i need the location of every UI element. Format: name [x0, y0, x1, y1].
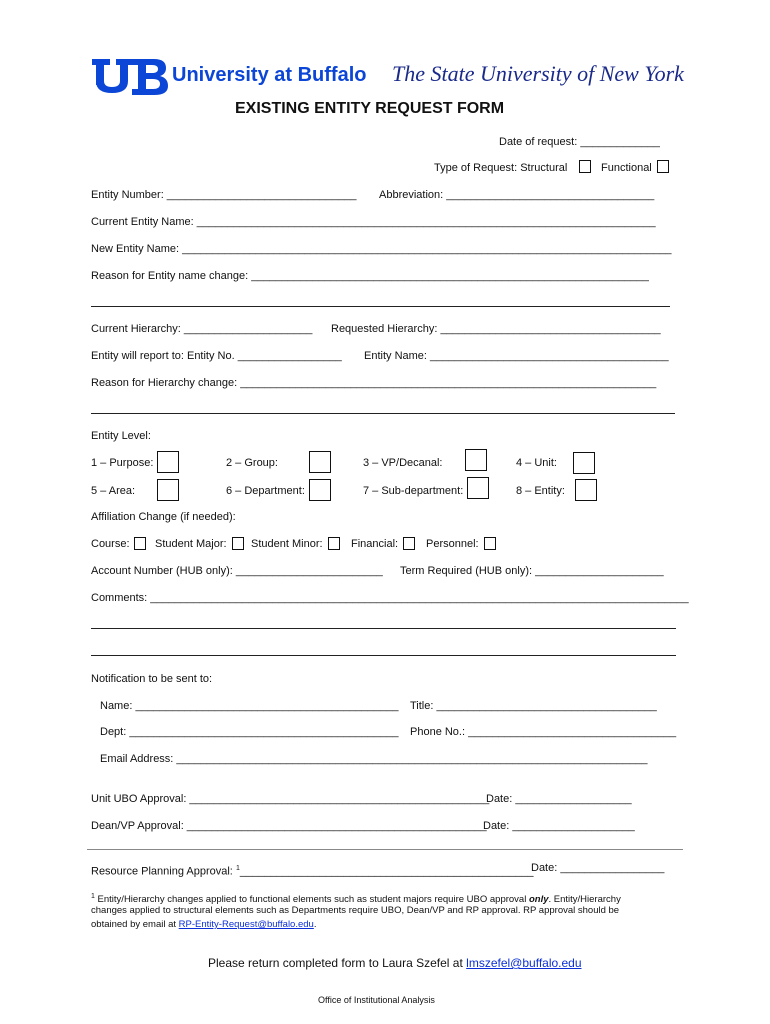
affiliation-student-minor-checkbox[interactable] — [328, 537, 340, 550]
footnote-text-1: Entity/Hierarchy changes applied to functional elements such as student majors require UBO approval — [97, 894, 527, 906]
reason-name-line-2[interactable] — [91, 306, 670, 307]
functional-label: Functional — [601, 162, 652, 174]
entity-level-purpose-checkbox[interactable] — [157, 451, 179, 473]
footnote-only: only — [528, 894, 549, 906]
entity-level-group-checkbox[interactable] — [309, 451, 331, 473]
notification-dept-field[interactable]: Dept: ____________________________________________ — [100, 726, 399, 738]
footnote-text-3: obtained by email at — [91, 919, 177, 930]
entity-number-field[interactable]: Entity Number: _______________________________ — [91, 189, 357, 201]
entity-level-label: Entity Level: — [91, 430, 151, 442]
state-university-name: The State University of New York — [392, 61, 684, 86]
return-email-link[interactable]: lmszefel@buffalo.edu — [466, 956, 582, 970]
abbreviation-field[interactable]: Abbreviation: __________________________________ — [379, 189, 655, 201]
rp-entity-request-email-link[interactable]: RP-Entity-Request@buffalo.edu — [178, 919, 314, 930]
structural-checkbox[interactable] — [579, 160, 591, 173]
entity-level-area-checkbox[interactable] — [157, 479, 179, 501]
notification-email-field[interactable]: Email Address: _____________________________________________________________________________ — [100, 753, 648, 765]
dean-vp-date-field[interactable]: Date: ____________________ — [483, 820, 635, 832]
notification-name-field[interactable]: Name: ___________________________________________ — [100, 700, 399, 712]
section-divider — [87, 849, 683, 850]
footnote-mark: 1 — [91, 893, 95, 900]
entity-level-department-label: 6 – Department: — [226, 485, 305, 497]
entity-level-vp-decanal-checkbox[interactable] — [465, 449, 487, 471]
ub-logo-icon — [92, 55, 168, 97]
comments-line-3[interactable] — [91, 655, 676, 656]
notification-phone-field[interactable]: Phone No.: __________________________________ — [410, 726, 677, 738]
unit-ubo-approval-field[interactable]: Unit UBO Approval: _________________________________________________ — [91, 793, 490, 805]
return-instructions — [208, 956, 582, 970]
return-text: Please return completed form to Laura Szefel at — [208, 956, 463, 970]
entity-level-group-label: 2 – Group: — [226, 457, 278, 469]
report-to-entity-no-field[interactable]: Entity will report to: Entity No. _________________ — [91, 350, 342, 362]
dean-vp-approval-field[interactable]: Dean/VP Approval: _________________________________________________ — [91, 820, 487, 832]
account-number-field[interactable]: Account Number (HUB only): ________________________ — [91, 565, 383, 577]
entity-level-entity-label: 8 – Entity: — [516, 485, 565, 497]
entity-level-sub-department-label: 7 – Sub-department: — [363, 485, 464, 497]
requested-hierarchy-field[interactable]: Requested Hierarchy: ____________________________________ — [331, 323, 661, 335]
university-name: University at Buffalo — [172, 64, 367, 86]
office-footer: Office of Institutional Analysis — [318, 995, 435, 1005]
affiliation-personnel-label: Personnel: — [426, 538, 479, 550]
affiliation-change-label: Affiliation Change (if needed): — [91, 511, 236, 523]
footnote-line-2: changes applied to structural elements such as Departments require UBO, Dean/VP and RP approval. RP approval should be — [91, 905, 620, 916]
affiliation-financial-label: Financial: — [351, 538, 399, 550]
term-required-field[interactable]: Term Required (HUB only): _____________________ — [400, 565, 664, 577]
notification-title-field[interactable]: Title: ____________________________________ — [410, 700, 657, 712]
notification-label: Notification to be sent to: — [91, 673, 213, 685]
new-entity-name-field[interactable]: New Entity Name: ________________________________________________________________________________ — [91, 243, 672, 255]
resource-planning-approval[interactable] — [91, 862, 534, 879]
resource-planning-footnote-mark: 1 — [235, 865, 240, 872]
footnote-text-1b: . Entity/Hierarchy — [548, 894, 621, 906]
affiliation-student-major-checkbox[interactable] — [232, 537, 244, 550]
resource-planning-label: Resource Planning Approval: — [91, 865, 233, 878]
affiliation-student-minor-label: Student Minor: — [251, 538, 323, 550]
entity-level-sub-department-checkbox[interactable] — [467, 477, 489, 499]
affiliation-personnel-checkbox[interactable] — [484, 537, 496, 550]
reason-hierarchy-line-2[interactable] — [91, 413, 675, 414]
affiliation-course-label: Course: — [91, 538, 130, 550]
resource-planning-date-field[interactable]: Date: _________________ — [531, 862, 665, 874]
affiliation-financial-checkbox[interactable] — [403, 537, 415, 550]
page-title: EXISTING ENTITY REQUEST FORM — [235, 100, 505, 117]
entity-level-unit-checkbox[interactable] — [573, 452, 595, 474]
current-hierarchy-field[interactable]: Current Hierarchy: _____________________ — [91, 323, 313, 335]
current-entity-name-field[interactable]: Current Entity Name: ___________________________________________________________________________ — [91, 216, 656, 228]
reason-hierarchy-change-field[interactable]: Reason for Hierarchy change: ____________________________________________________________________ — [91, 377, 657, 389]
entity-level-unit-label: 4 – Unit: — [516, 457, 557, 469]
entity-level-entity-checkbox[interactable] — [575, 479, 597, 501]
resource-planning-line[interactable]: ________________________________________________ — [239, 865, 534, 878]
comments-line-2[interactable] — [91, 628, 676, 629]
affiliation-course-checkbox[interactable] — [134, 537, 146, 550]
unit-ubo-date-field[interactable]: Date: ___________________ — [486, 793, 632, 805]
report-to-entity-name-field[interactable]: Entity Name: _______________________________________ — [364, 350, 669, 362]
functional-checkbox[interactable] — [657, 160, 669, 173]
entity-level-area-label: 5 – Area: — [91, 485, 136, 497]
comments-field[interactable]: Comments: ________________________________________________________________________________________ — [91, 592, 689, 604]
entity-level-department-checkbox[interactable] — [309, 479, 331, 501]
entity-level-purpose-label: 1 – Purpose: — [91, 457, 154, 469]
footnote-text-3b: . — [313, 919, 317, 930]
type-of-request-structural: Type of Request: Structural — [434, 162, 568, 174]
affiliation-student-major-label: Student Major: — [155, 538, 227, 550]
footnote-line-3 — [91, 918, 316, 931]
entity-level-vp-decanal-label: 3 – VP/Decanal: — [363, 457, 443, 469]
reason-name-change-field[interactable]: Reason for Entity name change: _________________________________________________________________ — [91, 270, 649, 282]
date-of-request[interactable]: Date of request: _____________ — [499, 136, 660, 148]
